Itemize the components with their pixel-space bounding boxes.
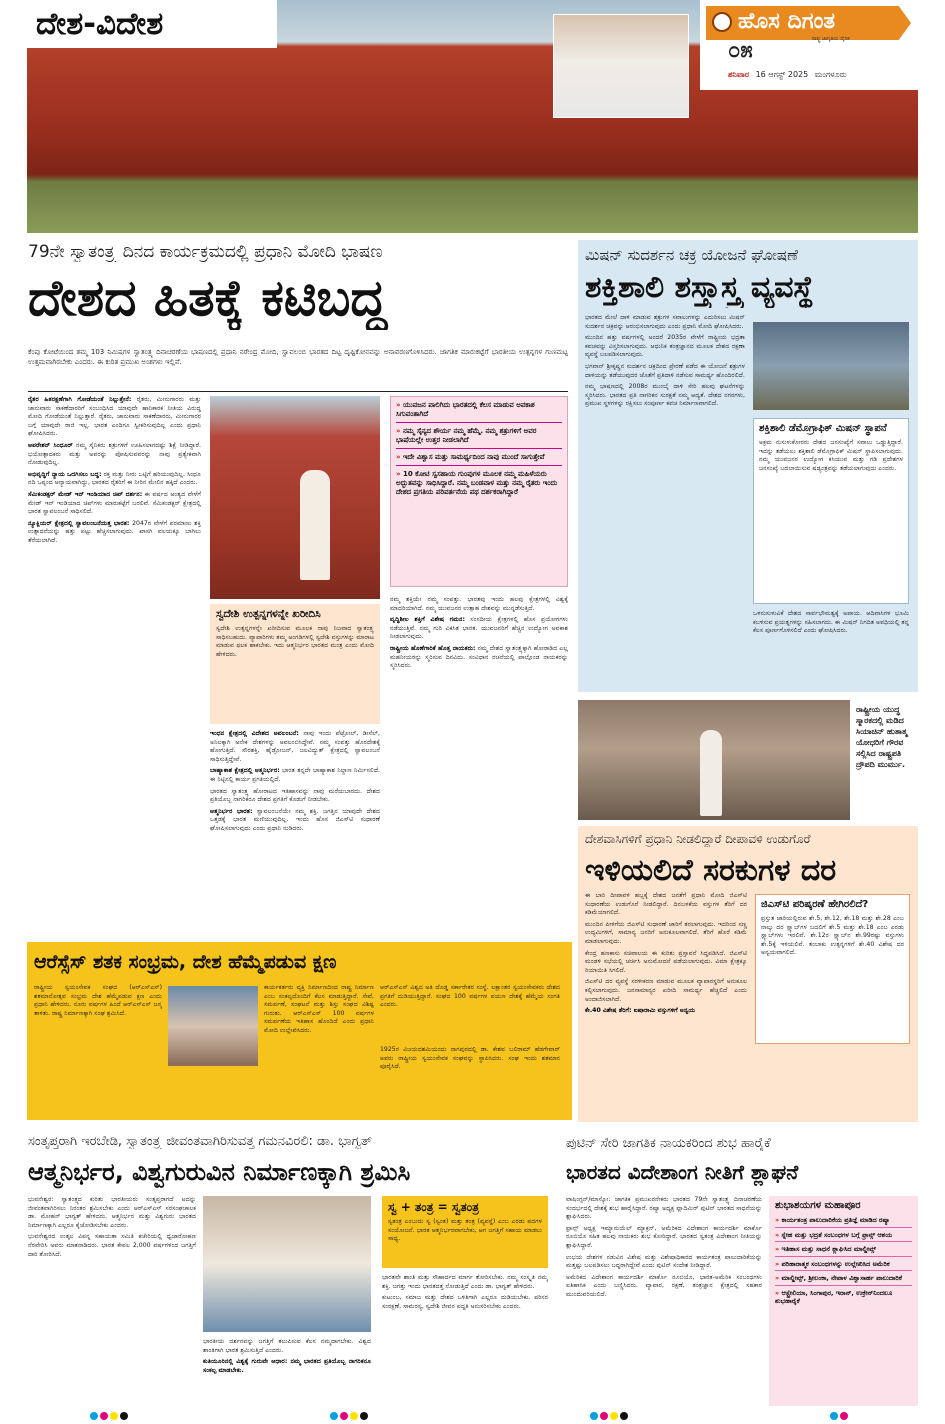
bhagwat-kicker: ಸಂತೃಪ್ತರಾಗಿ ಇರಬೇಡಿ, ಸ್ವಾತಂತ್ರ್ಯ ಜೀವಂತವಾಗಿರಿಸುವತ್ತ ಗಮನವಿರಲಿ: ಡಾ. ಭಾಗ್ವತ್: [28, 1134, 373, 1149]
lead-headline: ದೇಶದ ಹಿತಕ್ಕೆ ಕಟಿಬದ್ಧ: [28, 269, 387, 327]
bottom-heading-4: ಆತ್ಮನಿರ್ಭರ ಭಾರತ:: [210, 807, 253, 815]
swadeshi-box: [210, 604, 380, 724]
mission-text-col1: [585, 314, 745, 686]
rss-headline: ಆರೆಸ್ಸೆಸ್ ಶತಕ ಸಂಭ್ರಮ, ದೇಶ ಹೆಮ್ಮೆಪಡುವ ಕ್ಷಣ: [34, 951, 337, 973]
lead-col1-text-4: ಈ ವರ್ಷದ ಅಂತ್ಯದ ವೇಳೆಗೆ ಮೇಡ್ ಇನ್ ಇಂಡಿಯಾದ ಚಿಪ್‌ಗಳು ಮಾರುಕಟ್ಟೆಗೆ ಬರಲಿವೆ. ಸೆಮಿಕಂಡಕ್ಟರ್ ಕ್ಷೇತ್ರದಲ್ಲಿ ಭಾರತ ಸ್ವಾವಲಂಬನೆ ಸಾಧಿಸಲಿದೆ.: [28, 490, 201, 516]
wishes-item-5: » ಮಾಲ್ಡೀವ್ಸ್, ಶ್ರೀಲಂಕಾ, ನೇಪಾಳ ವಿಶ್ವಾಸಾರ್ಹ ಪಾಲುದಾರಿಕೆ: [775, 1274, 912, 1286]
rss-col-4: 1925ರ ವಿಜಯದಶಮಿಯಂದು ನಾಗಪುರದಲ್ಲಿ ಡಾ. ಕೇಶವ ಬಲಿರಾಮ್ ಹೆಡಗೇವಾರ್ ಅವರು ರಾಷ್ಟ್ರೀಯ ಸ್ವಯಂಸೇವಕ ಸಂಘವನ್ನು ಸ್ಥಾಪಿಸಿದರು. ಸಂಘ ಇಂದು ಶತಮಾನ ಪೂರೈಸಿದೆ.: [380, 1046, 560, 1071]
bhagwat-text-5: ಕುಟುಂಬ, ಸಮಾಜ ಮತ್ತು ದೇಶದ ಒಳಿತಿಗಾಗಿ ಎಲ್ಲರೂ ದುಡಿಯಬೇಕು. ಪರಿಸರ ಸಂರಕ್ಷಣೆ, ಸಾಮರಸ್ಯ, ಸ್ವದೇಶಿ ಜೀವನ ಪದ್ಧತಿ ಅನುಸರಿಸಬೇಕು ಎಂದರು.: [382, 1294, 548, 1310]
lead-column-1: [28, 396, 201, 936]
lead-col3-heading-3: ರಾಷ್ಟ್ರೀಯ ಹೊಣೆಗಾರಿಕೆ ಹೊತ್ತ ನಾಯಕರು:: [390, 644, 476, 652]
missile-photo: [753, 322, 909, 410]
gst-text-4: ಜಿಎಸ್‌ಟಿ ದರ ವ್ಯವಸ್ಥೆ ಸರಳೀಕರಣ ಮಾಡುವ ಮೂಲಕ ವ್ಯಾಪಾರಸ್ಥರಿಗೆ ಅನುಕೂಲ ಕಲ್ಪಿಸಲಾಗುವುದು. ಜನಸಾಮಾನ್ಯರ ಖರೀದಿ ಸಾಮರ್ಥ್ಯ ಹೆಚ್ಚಲಿದೆ ಎಂದು ಅಂದಾಜಿಸಲಾಗಿದೆ.: [585, 978, 747, 1003]
lead-intro: ಕೆಂಪು ಕೋಟೆಯಿಂದ ತಮ್ಮ 103 ನಿಮಿಷಗಳ ಸ್ವಾತಂತ್ರ್ಯ ದಿನಾಚರಣೆಯ ಭಾಷಣದಲ್ಲಿ ಪ್ರಧಾನಿ ನರೇಂದ್ರ ಮೋದಿ, ಸ್ವಾವಲಂಬಿ ಭಾರತದ ದಿಟ್ಟ ದೃಷ್ಟಿಕೋನವನ್ನು ಅನಾವರಣಗೊಳಿಸಿದರು. ಜಾಗತಿಕ ಮಾರುಕಟ್ಟೆಗೆ ಭಾರತೀಯ ಉತ್ಪನ್ನಗಳ ಗುಣಮಟ್ಟ ಉತ್ತಮವಾಗಿರಬೇಕು ಎಂದರು. ಈ ಕುರಿತ ಪ್ರಮುಖ ಅಂಶಗಳು ಇಲ್ಲಿವೆ.: [28, 348, 568, 366]
gst-kicker: ದೇಶವಾಸಿಗಳಿಗೆ ಪ್ರಧಾನಿ ನೀಡಲಿದ್ದಾರೆ ದೀಪಾವಳಿ ಉಡುಗೊರೆ: [585, 832, 811, 846]
mission-kicker: ಮಿಷನ್ ಸುದರ್ಶನ ಚಕ್ರ ಯೋಜನೆ ಘೋಷಣೆ: [585, 246, 799, 264]
modi-photo: [210, 396, 380, 599]
wishes-item-4: » ಪರಿಹಾರಾತ್ಮಕ ಸಂಬಂಧಗಳನ್ನು ಉಲ್ಲೇಖಿಸಿದ ಅಮೆರಿಕ: [775, 1260, 912, 1272]
bottom-heading-2: ಬಾಹ್ಯಾಕಾಶ ಕ್ಷೇತ್ರದಲ್ಲಿ ಆತ್ಮನಿರ್ಭರ:: [210, 767, 280, 775]
page-number: ೦೫: [728, 38, 753, 63]
callout-1: » ಯುವಜನ ಪಾಲಿಗಿದು ಭಾರತದಲ್ಲಿ ಕೆಲಸ ಮಾಡುವ ಅವಕಾಶ ಸಿಗುವಂತಾಗಿದೆ: [396, 401, 562, 423]
demographic-body: ಅಕ್ರಮ ನುಸುಳುಕೋರರು ದೇಶದ ಜನಸಂಖ್ಯೆಗೆ ಸವಾಲು ಒಡ್ಡುತ್ತಿದ್ದಾರೆ. ಇದನ್ನು ತಡೆಯಲು ಶಕ್ತಿಶಾಲಿ ಡೆಮೊಗ್ರಾಫಿಕ್ ಮಿಷನ್ ಸ್ಥಾಪಿಸಲಾಗುವುದು. ನಮ್ಮ ಯುವಜನರ ಉದ್ಯೋಗ ಕಸಿಯುವ ಮತ್ತು ಗಡಿ ಪ್ರದೇಶಗಳ ಜನಸಂಖ್ಯೆ ಬದಲಾಯಿಸುವ ಷಡ್ಯಂತ್ರವನ್ನು ತಡೆಯಲಾಗುವುದು ಎಂದರು.: [759, 439, 903, 472]
putin-text-3: ಉಭಯ ದೇಶಗಳ ನಡುವಿನ ವಿಶೇಷ ಮತ್ತು ವಿಶೇಷಾಧಿಕಾರದ ಕಾರ್ಯತಂತ್ರ ಪಾಲುದಾರಿಕೆಯನ್ನು ಮತ್ತಷ್ಟು ಬಲಪಡಿಸಲು ಬದ್ಧರಾಗಿದ್ದೇವೆ ಎಂದು ಪುಟಿನ್ ಸಂದೇಶ ನೀಡಿದ್ದಾರೆ.: [566, 1253, 762, 1270]
bhagwat-text-3: ಭಾರತೀಯ ದರ್ಶನವನ್ನು ಜಗತ್ತಿಗೆ ತಲುಪಿಸುವ ಕೆಲಸ ನಮ್ಮದಾಗಬೇಕು. ವಿಶ್ವದ ಶಾಂತಿಗಾಗಿ ಭಾರತ ಶ್ರಮಿಸುತ್ತಿದೆ ಎಂದರು.: [203, 1338, 371, 1354]
gst-text-col: [585, 892, 747, 1117]
lead-col1-heading-2: ಆಪರೇಶನ್ ಸಿಂಧೂರ್: [28, 441, 73, 449]
bottom-text-3: ಭಾರತದ ಸ್ವಾತಂತ್ರ್ಯ ಹೋರಾಟದ ಇತಿಹಾಸವನ್ನು ನಾವು ಮರೆಯಬಾರದು. ದೇಶದ ಪ್ರತಿಯೊಬ್ಬ ನಾಗರಿಕರೂ ದೇಶದ ಪ್ರಗತಿಗೆ ಕೊಡುಗೆ ನೀಡಬೇಕು.: [210, 787, 380, 804]
lead-col1-heading-1: ರೈತರ ಹಿತರಕ್ಷಣೆಗಾಗಿ ಗೋಡೆಯಂತೆ ನಿಲ್ಲುತ್ತೇನೆ:: [28, 396, 132, 403]
issue-day: ಶನಿವಾರ: [728, 70, 750, 79]
mission-text-2: ಮುಂದಿನ ಹತ್ತು ವರ್ಷಗಳಲ್ಲಿ ಅಂದರೆ 2035ರ ವೇಳೆಗೆ ರಾಷ್ಟ್ರೀಯ ಭದ್ರತಾ ಕವಚವನ್ನು ವಿಸ್ತರಿಸಲಾಗುವುದು. ಆಧುನಿಕ ತಂತ್ರಜ್ಞಾನದ ಮೂಲಕ ದೇಶದ ರಕ್ಷಣಾ ವ್ಯವಸ್ಥೆ ಬಲಪಡಿಸಲಾಗುವುದು.: [585, 334, 745, 359]
callout-2: » ನಮ್ಮ ಸೈನ್ಯದ ಶೌರ್ಯ ನಮ್ಮ ಹೆಮ್ಮೆ. ನಮ್ಮ ಶತ್ರುಗಳಿಗೆ ಅವರ ಭಾಷೆಯಲ್ಲೇ ಉತ್ತರ ನೀಡಲಾಗಿದೆ: [396, 427, 562, 449]
mission-text-4: ನಮ್ಮ ಭಾಷಣದಲ್ಲಿ 2008ರ ಮುಂಬೈ ದಾಳಿ ಸೇರಿ ಹಲವು ಘಟನೆಗಳನ್ನು ಸ್ಮರಿಸಿದರು. ಭಾರತದ ಪ್ರತಿ ನಾಗರಿಕನ ಸುರಕ್ಷತೆ ನಮ್ಮ ಆದ್ಯತೆ. ದೇಶದ ನಗರಗಳು, ಪ್ರಮುಖ ಸ್ಥಳಗಳನ್ನು ರಕ್ಷಿಸಲು ಸಂಪೂರ್ಣ ಕವಚ ನಿರ್ಮಾಣವಾಗಲಿದೆ.: [585, 383, 745, 408]
callout-3: » ಇದೇ ವಿಶ್ವಾಸ ಮತ್ತು ಸಾಮರ್ಥ್ಯದಿಂದ ನಾವು ಮುಂದೆ ಸಾಗುತ್ತೇವೆ: [396, 453, 562, 466]
bhagwat-col-2: [203, 1338, 371, 1406]
wishes-title: ಶುಭಾಶಯಗಳ ಮಹಾಪೂರ: [775, 1200, 861, 1211]
bhagwat-headline: ಆತ್ಮನಿರ್ಭರ, ವಿಶ್ವಗುರುವಿನ ನಿರ್ಮಾಣಕ್ಕಾಗಿ ಶ್ರಮಿಸಿ: [28, 1158, 411, 1186]
putin-text-1: ವಾಷಿಂಗ್ಟನ್/ಮಾಸ್ಕೋ: ಜಾಗತಿಕ ಪ್ರಮುಖರನೇಕರು ಭಾರತದ 79ನೇ ಸ್ವಾತಂತ್ರ್ಯ ದಿನಾಚರಣೆಯ ಸಂದರ್ಭದಲ್ಲಿ ದೇಶಕ್ಕೆ ಶುಭ ಹಾರೈಸಿದ್ದಾರೆ. ರಷ್ಯಾ ಅಧ್ಯಕ್ಷ ವ್ಲಾದಿಮಿರ್ ಪುಟಿನ್ ಭಾರತದ ಸಾಧನೆಯನ್ನು ಶ್ಲಾಘಿಸಿದರು.: [566, 1196, 762, 1221]
president-figure: [700, 730, 722, 816]
rss-col-1: ರಾಷ್ಟ್ರೀಯ ಸ್ವಯಂಸೇವಕ ಸಂಘದ (ಆರ್‌ಎಸ್‌ಎಸ್) ಶತಮಾನೋತ್ಸವ ಸಂಭ್ರಮ ದೇಶ ಹೆಮ್ಮೆಪಡುವ ಕ್ಷಣ ಎಂದು ಪ್ರಧಾನಿ ಹೇಳಿದರು. ನೂರು ವರ್ಷಗಳ ಹಿಂದೆ ಆರ್‌ಎಸ್‌ಎಸ್ ಜನ್ಮ ತಾಳಿತು. ರಾಷ್ಟ್ರ ನಿರ್ಮಾಣಕ್ಕಾಗಿ ಸಂಘ ಶ್ರಮಿಸಿದೆ.: [34, 984, 162, 1017]
putin-headline: ಭಾರತದ ವಿದೇಶಾಂಗ ನೀತಿಗೆ ಶ್ಲಾಘನೆ: [566, 1160, 799, 1184]
mission-text-1: ಭಾರತದ ಮೇಲೆ ದಾಳಿ ಮಾಡುವ ಶತ್ರುಗಳ ಸವಾಲುಗಳನ್ನು ಎದುರಿಸಲು ಮಿಷನ್ ಸುದರ್ಶನ ಚಕ್ರವನ್ನು ಆರಂಭಿಸಲಾಗುವುದು ಎಂದು ಪ್ರಧಾನಿ ಮೋದಿ ಘೋಷಿಸಿದರು.: [585, 314, 745, 330]
gst-info-box: [755, 894, 910, 1044]
bhagwat-text-2: ಭುವನೇಶ್ವರದ ಉತ್ಕಲ ವಿಪನ್ನ ಸಹಾಯತಾ ಸಮಿತಿ ಕಚೇರಿಯಲ್ಲಿ ಧ್ವಜಾರೋಹಣ ನೆರವೇರಿಸಿ ಅವರು ಮಾತನಾಡಿದರು. ಭಾರತ ಕೇವಲ 2,000 ವರ್ಷಗಳಿಂದ ಜಗತ್ತಿಗೆ ದಾರಿ ತೋರಿಸಿದೆ.: [28, 1233, 196, 1258]
mission-text-5: ಒಳನುಸುಳುವಿಕೆ ದೇಶದ ಸಾರ್ವಭೌಮತ್ವಕ್ಕೆ ಅಪಾಯ. ಆದಿವಾಸಿಗಳ ಭೂಮಿ ಕಬಳಿಸುವ ಪ್ರಯತ್ನಗಳನ್ನು ಸಹಿಸಲಾಗದು. ಈ ಮಿಷನ್ ನಿಗದಿತ ಅವಧಿಯಲ್ಲಿ ತನ್ನ ಕೆಲಸ ಪೂರ್ಣಗೊಳಿಸಲಿದೆ ಎಂದು ಘೋಷಿಸಿದರು.: [753, 610, 909, 635]
parade-caption: ರಾಷ್ಟ್ರೀಯ ಯುದ್ಧ ಸ್ಮಾರಕದಲ್ಲಿ ಮಡಿದ ಸಿಯಾಚಿನ್ ಹುತಾತ್ಮ ಯೋಧರಿಗೆ ಗೌರವ ಸಲ್ಲಿಸಿದ ರಾಷ್ಟ್ರಪತಿ ದ್ರೌಪದಿ ಮುರ್ಮು.: [856, 705, 908, 769]
callout-4-text: 10 ಕೋಟಿ ಸ್ವಸಹಾಯ ಗುಂಪುಗಳ ಮೂಲಕ ನಮ್ಮ ಮಹಿಳೆಯರು ಅದ್ಭುತವನ್ನು ಸಾಧಿಸಿದ್ದಾರೆ. ನಮ್ಮ ಬಂಡವಾಳ ಮತ್ತು ನಮ್ಮ ರೈತರು ಇಂದು ದೇಶದ ಪ್ರಗತಿಯ ಪರಿವರ್ತನೆಯ ಪಥ ದರ್ಶಕರಾಗಿದ್ದಾರೆ: [396, 470, 558, 496]
lead-col1-text-5: 2047ರ ವೇಳೆಗೆ ಪರಮಾಣು ಶಕ್ತಿ ಉತ್ಪಾದನೆಯನ್ನು ಹತ್ತು ಪಟ್ಟು ಹೆಚ್ಚಿಸಲಾಗುವುದು. ಖಾಸಗಿ ವಲಯಕ್ಕೂ ಬಾಗಿಲು ತೆರೆಯಲಾಗಿದೆ.: [28, 519, 201, 544]
wishes-item-4-text: ಪರಿಹಾರಾತ್ಮಕ ಸಂಬಂಧಗಳನ್ನು ಉಲ್ಲೇಖಿಸಿದ ಅಮೆರಿಕ: [781, 1259, 890, 1268]
gst-headline: ಇಳಿಯಲಿದೆ ಸರಕುಗಳ ದರ: [585, 853, 837, 888]
lead-col3-text-1: ನಮ್ಮ ಶಕ್ತಿಯೇ ನಮ್ಮ ಸಂಪತ್ತು. ಭಾರತವು ಇಂದು ಹಲವು ಕ್ಷೇತ್ರಗಳಲ್ಲಿ ವಿಶ್ವಕ್ಕೆ ಮಾದರಿಯಾಗಿದೆ. ನಮ್ಮ ಯುವಜನರ ಉತ್ಸಾಹ ದೇಶವನ್ನು ಮುನ್ನಡೆಸುತ್ತಿದೆ.: [390, 596, 568, 612]
wishes-item-5-text: ಮಾಲ್ಡೀವ್ಸ್, ಶ್ರೀಲಂಕಾ, ನೇಪಾಳ ವಿಶ್ವಾಸಾರ್ಹ ಪಾಲುದಾರಿಕೆ: [781, 1274, 903, 1282]
masthead-date-row: [728, 70, 847, 80]
callout-2-text: ನಮ್ಮ ಸೈನ್ಯದ ಶೌರ್ಯ ನಮ್ಮ ಹೆಮ್ಮೆ. ನಮ್ಮ ಶತ್ರುಗಳಿಗೆ ಅವರ ಭಾಷೆಯಲ್ಲೇ ಉತ್ತರ ನೀಡಲಾಗಿದೆ: [396, 427, 537, 444]
lead-col3-heading-2: ವೃದ್ಧಿಶೀಲ ಶಕ್ತಿಗೆ ವಿಶೇಷ ಗಮನ:: [390, 616, 465, 624]
putin-text-2: ಫ್ರಾನ್ಸ್ ಅಧ್ಯಕ್ಷ ಇಮ್ಯಾನುಯೆಲ್ ಮ್ಯಾಕ್ರನ್, ಅಮೆರಿಕದ ವಿದೇಶಾಂಗ ಕಾರ್ಯದರ್ಶಿ ಮಾರ್ಕೊ ರೂಬಿಯೊ ಸಹಿತ ಹಲವು ನಾಯಕರು ಶುಭ ಕೋರಿದ್ದಾರೆ. ಭಾರತದ ಸ್ವತಂತ್ರ ವಿದೇಶಾಂಗ ನೀತಿಯನ್ನು ಶ್ಲಾಘಿಸಿದ್ದಾರೆ.: [566, 1224, 762, 1249]
lead-col1-text-3: ರಕ್ತ ಮತ್ತು ನೀರು ಒಟ್ಟಿಗೆ ಹರಿಯುವುದಿಲ್ಲ. ಸಿಂಧೂ ನದಿ ಒಪ್ಪಂದ ಅನ್ಯಾಯವಾಗಿದ್ದು, ಭಾರತದ ರೈತರಿಗೆ ಈ ನೀರಿನ ಮೇಲಿನ ಹಕ್ಕಿದೆ ಎಂದರು.: [28, 470, 201, 487]
putin-text-4: ಅಮೆರಿಕದ ವಿದೇಶಾಂಗ ಕಾರ್ಯದರ್ಶಿ ಮಾರ್ಕೊ ರೂಬಿಯೊ, ಭಾರತ-ಅಮೆರಿಕ ಸಂಬಂಧಗಳು ಐತಿಹಾಸಿಕ ಎಂದು ಬಣ್ಣಿಸಿದರು. ವ್ಯಾಪಾರ, ರಕ್ಷಣೆ, ತಂತ್ರಜ್ಞಾನ ಕ್ಷೇತ್ರದಲ್ಲಿ ಸಹಕಾರ ಮುಂದುವರಿಯಲಿದೆ.: [566, 1273, 762, 1298]
wishes-item-3-text: ಇತಿಹಾಸ ಮತ್ತು ಸಾಧನೆ ಶ್ಲಾಘಿಸಿದ ಮಾಲ್ಡೀವ್ಸ್: [781, 1245, 877, 1253]
wishes-item-1-text: ಕಾರ್ಯತಂತ್ರ ಪಾಲುದಾರಿಕೆಯ ಪ್ರತಿಜ್ಞೆ ಮಾಡಿದ ರಷ್ಯಾ: [781, 1216, 890, 1224]
gst-text-3: ಕೇಂದ್ರ ಹಣಕಾಸು ಸಚಿವಾಲಯ ಈ ಕುರಿತು ಪ್ರಸ್ತಾವನೆ ಸಿದ್ಧಪಡಿಸಿದೆ. ಜಿಎಸ್‌ಟಿ ಮಂಡಳಿ ಸಭೆಯಲ್ಲಿ ಚರ್ಚಿಸಿ ಅನುಮೋದನೆ ಪಡೆಯಲಾಗುವುದು. ವಿಮಾ ಕ್ಷೇತ್ರಕ್ಕೂ ರಿಯಾಯಿತಿ ಸಿಗಲಿದೆ.: [585, 949, 747, 974]
lead-col1-heading-5: ನ್ಯೂಕ್ಲಿಯರ್ ಕ್ಷೇತ್ರದಲ್ಲಿ ಸ್ವಾವಲಂಬನೆಯತ್ತ ಭಾರತ:: [28, 519, 130, 527]
masthead-name: ಹೊಸ ದಿಗಂತ: [738, 9, 836, 34]
section-title: ದೇಶ-ವಿದೇಶ: [36, 6, 164, 42]
bhagwat-col-1: [28, 1196, 196, 1406]
wishes-box: [769, 1196, 918, 1406]
wishes-item-2: » ಸ್ನೇಹ ಮತ್ತು ಭದ್ರತೆ ಸಂಬಂಧಗಳ ಬಗ್ಗೆ ಫ್ರಾನ್ಸ್ ಆಶಯ: [775, 1231, 912, 1243]
bottom-text-1: ನಾವು ಇಂದು ಪೆಟ್ರೋಲ್, ಡೀಸೆಲ್, ಅನಿಲಕ್ಕಾಗಿ ಅನೇಕ ದೇಶಗಳನ್ನು ಅವಲಂಬಿಸಿದ್ದೇವೆ. ನಮ್ಮ ಸಂಪತ್ತು ಹೊರದೇಶಕ್ಕೆ ಹೋಗುತ್ತಿದೆ. ಸೌರಶಕ್ತಿ, ಹೈಡ್ರೋಜನ್, ಜಲವಿದ್ಯುತ್ ಕ್ಷೇತ್ರದಲ್ಲಿ ಸ್ವಾವಲಂಬನೆ ಸಾಧಿಸುತ್ತಿದ್ದೇವೆ.: [210, 730, 380, 763]
issue-city: ಮಂಗಳೂರು: [814, 70, 847, 79]
swatantra-title: ಸ್ವ + ತಂತ್ರ = ಸ್ವತಂತ್ರ: [388, 1200, 479, 1214]
wishes-item-2-text: ಸ್ನೇಹ ಮತ್ತು ಭದ್ರತೆ ಸಂಬಂಧಗಳ ಬಗ್ಗೆ ಫ್ರಾನ್ಸ್ ಆಶಯ: [781, 1230, 893, 1239]
registration-marks: [90, 1412, 850, 1422]
lead-column-2-lower: [210, 730, 380, 936]
lead-kicker: 79ನೇ ಸ್ವಾತಂತ್ರ್ಯ ದಿನದ ಕಾರ್ಯಕ್ರಮದಲ್ಲಿ ಪ್ರಧಾನಿ ಮೋದಿ ಭಾಷಣ: [28, 242, 383, 262]
gst-text-2: ಮುಂದಿನ ಪೀಳಿಗೆಯ ಜಿಎಸ್‌ಟಿ ಸುಧಾರಣೆ ಜಾರಿಗೆ ತರಲಾಗುವುದು. ಇದರಿಂದ ಸಣ್ಣ ಉದ್ಯಮಿಗಳಿಗೆ, ಸಾಮಾನ್ಯ ಜನರಿಗೆ ಅನುಕೂಲವಾಗಲಿದೆ. ತೆರಿಗೆ ಹೊರೆ ಕಡಿಮೆ ಮಾಡಲಾಗುವುದು.: [585, 920, 747, 945]
bhagwat-text-4: ಭಾರತವೇ ಶಾಂತಿ ಮತ್ತು ಸೌಹಾರ್ದದ ಮಾರ್ಗ ತೋರಿಸಬೇಕು. ನಮ್ಮ ಸಂಸ್ಕೃತಿ ನಮ್ಮ ಶಕ್ತಿ. ಜಗತ್ತು ಇಂದು ಭಾರತದತ್ತ ನೋಡುತ್ತಿದೆ ಎಂದು ಡಾ. ಭಾಗ್ವತ್ ಹೇಳಿದರು.: [382, 1274, 548, 1290]
lead-col3-text-3: ನಮ್ಮ ದೇಶದ ಸ್ವಾತಂತ್ರ್ಯಕ್ಕಾಗಿ ಹೋರಾಡಿದ ಎಲ್ಲ ಮಹನೀಯರನ್ನು ಸ್ಮರಿಸುವ ದಿನವಿದು. ಸಂವಿಧಾನ ರಚನೆಯಲ್ಲಿ ಪಾಲ್ಗೊಂಡ ನಾಯಕರನ್ನು ಸ್ಮರಿಸಿದರು.: [390, 644, 568, 670]
bhagwat-col-3: [382, 1274, 548, 1406]
lead-col1-text-1: ರೈತರು, ಮೀನುಗಾರರು ಮತ್ತು ಜಾನುವಾರು ಸಾಕಣೆದಾರರಿಗೆ ಸಂಬಂಧಿಸಿದ ಯಾವುದೇ ಹಾನಿಕಾರಕ ನೀತಿಯ ವಿರುದ್ಧ ಮೋದಿ ಗೋಡೆಯಂತೆ ನಿಲ್ಲುತ್ತಾರೆ. ರೈತರು, ಜಾನುವಾರು ಸಾಕಣೆದಾರರು, ಮೀನುಗಾರರ ಬಗ್ಗೆ ಯಾವುದೇ ರಾಜಿ ಇಲ್ಲ. ಭಾರತ ಎಂದಿಗೂ ಸ್ವೀಕರಿಸುವುದಿಲ್ಲ ಎಂದು ಪ್ರಧಾನಿ ಘೋಷಿಸಿದರು.: [28, 396, 201, 438]
lead-col1-heading-4: ಸೆಮಿಕಂಡಕ್ಟರ್ ಮೇಡ್ ಇನ್ ಇಂಡಿಯಾದ ಚಿಪ್ ದರ್ಶನ:: [28, 490, 143, 498]
lead-col3-text-2: ಸಂಸದೀಯ ಕ್ಷೇತ್ರಗಳಲ್ಲಿ ಹೊಸ ಪ್ರಯೋಗಗಳು ನಡೆಯುತ್ತಿವೆ. ನಮ್ಮ ಗುರಿ ವಿಕಸಿತ ಭಾರತ. ಯುವಜನರಿಗೆ ಹೆಚ್ಚಿನ ಉದ್ಯೋಗ ಅವಕಾಶ ನೀಡಲಾಗುವುದು.: [390, 616, 568, 641]
parade-inset-photo: [553, 14, 689, 118]
gst-box-title: ಜಿಎಸ್‌ಟಿ ಪರಿಷ್ಕರಣೆ ಹೇಗಿರಲಿದೆ?: [761, 899, 869, 910]
callouts-box: [390, 396, 568, 587]
swadeshi-body: ಸ್ವದೇಶಿ ಉತ್ಪನ್ನಗಳನ್ನೇ ಖರೀದಿಸುವ ಮೂಲಕ ನಾವು ನಿಜವಾದ ಸ್ವಾತಂತ್ರ್ಯ ಸಾಧಿಸಬಹುದು. ವ್ಯಾಪಾರಿಗಳು ತಮ್ಮ ಅಂಗಡಿಗಳಲ್ಲಿ ಸ್ವದೇಶಿ ವಸ್ತುಗಳನ್ನು ಮಾರಾಟ ಮಾಡುವ ಫಲಕ ಹಾಕಬೇಕು. ಇದು ಆತ್ಮನಿರ್ಭರ ಭಾರತದ ಮಂತ್ರ ಎಂದು ಮೋದಿ ಹೇಳಿದರು.: [216, 625, 374, 658]
rss-photo: [168, 986, 258, 1066]
putin-text-col: [566, 1196, 762, 1406]
wishes-item-1: » ಕಾರ್ಯತಂತ್ರ ಪಾಲುದಾರಿಕೆಯ ಪ್ರತಿಜ್ಞೆ ಮಾಡಿದ ರಷ್ಯಾ: [775, 1216, 912, 1228]
mission-text-3: ಭಗವಾನ್ ಶ್ರೀಕೃಷ್ಣನ ಸುದರ್ಶನ ಚಕ್ರದಿಂದ ಪ್ರೇರಣೆ ಪಡೆದ ಈ ಯೋಜನೆ ಶತ್ರುಗಳ ದಾಳಿಯನ್ನು ತಡೆಯುವುದರ ಜೊತೆಗೆ ಪ್ರತಿದಾಳಿ ನಡೆಸುವ ಸಾಮರ್ಥ್ಯ ಹೊಂದಿರಲಿದೆ.: [585, 362, 745, 379]
demographic-box: [753, 418, 909, 604]
lead-column-3: [390, 596, 568, 936]
swatantra-body: ಸ್ವತಂತ್ರ ಎಂಬುದು ಸ್ವ (ಸ್ವಂತ) ಮತ್ತು ತಂತ್ರ (ವ್ಯವಸ್ಥೆ) ಎಂಬ ಎರಡು ಪದಗಳ ಸಂಯೋಜನೆ. ಭಾರತ ಆತ್ಮನಿರ್ಭರವಾಗಬೇಕು, ಆಗ ಜಗತ್ತಿಗೆ ಸಹಾಯ ಮಾಡಲು ಸಾಧ್ಯ.: [388, 1218, 542, 1243]
rss-col-3: ಆರ್‌ಎಸ್‌ಎಸ್ ವಿಶ್ವದ ಅತಿ ದೊಡ್ಡ ಸರ್ಕಾರೇತರ ಸಂಸ್ಥೆ. ಲಕ್ಷಾಂತರ ಸ್ವಯಂಸೇವಕರು ದೇಶದ ಪ್ರಗತಿಗೆ ದುಡಿಯುತ್ತಿದ್ದಾರೆ. ಸಂಘದ 100 ವರ್ಷಗಳ ಪಯಣ ದೇಶಕ್ಕೆ ಹೆಮ್ಮೆಯ ಸಂಗತಿ ಎಂದರು.: [380, 984, 560, 1009]
gst-text-5: ಕೇ.40 ವಿಶೇಷ ತೆರಿಗೆ: ಐಷಾರಾಮಿ ವಸ್ತುಗಳಿಗೆ ಅನ್ವಯ: [585, 1007, 696, 1015]
mission-headline: ಶಕ್ತಿಶಾಲಿ ಶಸ್ತ್ರಾಸ್ತ್ರ ವ್ಯವಸ್ಥೆ: [585, 270, 814, 305]
bottom-text-2: ಭಾರತ ತನ್ನದೇ ಬಾಹ್ಯಾಕಾಶ ನಿಲ್ದಾಣ ನಿರ್ಮಿಸಲಿದೆ. ಈ ನಿಟ್ಟಿನಲ್ಲಿ ಕಾರ್ಯ ಪ್ರಗತಿಯಲ್ಲಿದೆ.: [210, 767, 380, 783]
swatantra-box: [382, 1196, 548, 1268]
bhagwat-photo: [203, 1196, 371, 1332]
gst-text-1: ಈ ಬಾರಿ ದೀಪಾವಳಿ ಹಬ್ಬಕ್ಕೆ ದೇಶದ ಜನತೆಗೆ ಪ್ರಧಾನಿ ಮೋದಿ ಜಿಎಸ್‌ಟಿ ಸುಧಾರಣೆಯ ಉಡುಗೊರೆ ನೀಡಲಿದ್ದಾರೆ. ದಿನಬಳಕೆಯ ವಸ್ತುಗಳ ತೆರಿಗೆ ದರ ಕಡಿಮೆಯಾಗಲಿದೆ.: [585, 892, 747, 917]
wishes-item-6-text: ಆಸ್ಟ್ರೇಲಿಯಾ, ಸಿಂಗಾಪುರ, ಇರಾನ್, ಉಕ್ರೇನ್‌ನಿಂದಲೂ ಶುಭಹಾರೈಕೆ: [775, 1288, 893, 1305]
demographic-title: ಶಕ್ತಿಶಾಲಿ ಡೆಮೊಗ್ರಾಫಿಕ್ ಮಿಷನ್ ಸ್ಥಾಪನೆ: [759, 423, 887, 434]
wishes-item-3: » ಇತಿಹಾಸ ಮತ್ತು ಸಾಧನೆ ಶ್ಲಾಘಿಸಿದ ಮಾಲ್ಡೀವ್ಸ್: [775, 1245, 912, 1257]
gst-box-body: ಪ್ರಸ್ತುತ ಜಾರಿಯಲ್ಲಿರುವ ಶೇ.5, ಶೇ.12, ಶೇ.18 ಮತ್ತು ಶೇ.28 ಎಂಬ ನಾಲ್ಕು ದರ ಸ್ಲ್ಯಾಬ್‌ಗಳ ಬದಲಿಗೆ ಶೇ.5 ಮತ್ತು ಶೇ.18 ಎಂಬ ಎರಡು ಸ್ಲ್ಯಾಬ್‌ಗಳು ಇರಲಿವೆ. ಶೇ.12ರ ಸ್ಲ್ಯಾಬ್‌ನ ಶೇ.99ರಷ್ಟು ವಸ್ತುಗಳು ಶೇ.5ಕ್ಕೆ ಇಳಿಯಲಿವೆ. ತಂಬಾಕು ಉತ್ಪನ್ನಗಳಿಗೆ ಶೇ.40 ವಿಶೇಷ ದರ ಅನ್ವಯವಾಗಲಿದೆ.: [761, 915, 904, 957]
masthead-tagline: ರಾಷ್ಟ್ರ ಜಾಗೃತಿಯ ದೈನಿಕ: [812, 36, 850, 42]
callout-1-text: ಯುವಜನ ಪಾಲಿಗಿದು ಭಾರತದಲ್ಲಿ ಕೆಲಸ ಮಾಡುವ ಅವಕಾಶ ಸಿಗುವಂತಾಗಿದೆ: [396, 401, 535, 418]
callout-4: » 10 ಕೋಟಿ ಸ್ವಸಹಾಯ ಗುಂಪುಗಳ ಮೂಲಕ ನಮ್ಮ ಮಹಿಳೆಯರು ಅದ್ಭುತವನ್ನು ಸಾಧಿಸಿದ್ದಾರೆ. ನಮ್ಮ ಬಂಡವಾಳ ಮತ್ತು ನಮ್ಮ ರೈತರು ಇಂದು ದೇಶದ ಪ್ರಗತಿಯ ಪರಿವರ್ತನೆಯ ಪಥ ದರ್ಶಕರಾಗಿದ್ದಾರೆ: [396, 470, 558, 496]
lead-intro-rule: [28, 391, 568, 392]
bhagwat-text-1: ಭುವನೇಶ್ವರ: ಸ್ವಾತಂತ್ರ್ಯದ ಕುರಿತು ಭಾರತೀಯರು ಸಂತೃಪ್ತರಾಗದೆ ಅದನ್ನು ಜೀವಂತವಾಗಿರಿಸಲು ನಿರಂತರ ಶ್ರಮಿಸಬೇಕು ಎಂದು ಆರ್‌ಎಸ್‌ಎಸ್ ಸರಸಂಘಚಾಲಕ ಡಾ. ಮೋಹನ್ ಭಾಗ್ವತ್ ಹೇಳಿದರು. ಆತ್ಮನಿರ್ಭರ ಮತ್ತು ವಿಶ್ವಗುರು ಭಾರತದ ನಿರ್ಮಾಣಕ್ಕಾಗಿ ಎಲ್ಲರೂ ಕೈಜೋಡಿಸಬೇಕು ಎಂದರು.: [28, 1196, 196, 1229]
wishes-item-6: » ಆಸ್ಟ್ರೇಲಿಯಾ, ಸಿಂಗಾಪುರ, ಇರಾನ್, ಉಕ್ರೇನ್‌ನಿಂದಲೂ ಶುಭಹಾರೈಕೆ: [775, 1288, 893, 1305]
bottom-text-4: ಸ್ವಾವಲಂಬನೆಯೇ ನಮ್ಮ ಶಕ್ತಿ. ಜಗತ್ತಿನ ಯಾವುದೇ ದೇಶದ ಒತ್ತಡಕ್ಕೆ ಭಾರತ ಮಣಿಯುವುದಿಲ್ಲ. ಇಂದು ಹೊಸ ಜಿಎಸ್‌ಟಿ ಸುಧಾರಣೆ ಘೋಷಿಸಲಾಗುವುದು ಎಂದು ಪ್ರಧಾನಿ ನುಡಿದರು.: [210, 807, 380, 832]
callout-3-text: ಇದೇ ವಿಶ್ವಾಸ ಮತ್ತು ಸಾಮರ್ಥ್ಯದಿಂದ ನಾವು ಮುಂದೆ ಸಾಗುತ್ತೇವೆ: [402, 453, 545, 461]
bottom-heading-1: ಇಂಧನ ಕ್ಷೇತ್ರದಲ್ಲಿ ವಿದೇಶದ ಅವಲಂಬನೆ:: [210, 730, 299, 737]
lamp-icon: [712, 12, 732, 32]
lead-col1-heading-3: ಅಭಿವೃದ್ಧಿಗೆ ನ್ಯಾಯ ಒದಗಿಸಲು ಬದ್ಧ:: [28, 470, 102, 478]
putin-kicker: ಪುಟಿನ್ ಸೇರಿ ಜಾಗತಿಕ ನಾಯಕರಿಂದ ಶುಭ ಹಾರೈಕೆ: [566, 1136, 771, 1151]
rss-col-2: ಕಾರ್ಯಕರ್ತರು ವ್ಯಕ್ತಿ ನಿರ್ಮಾಣದಿಂದ ರಾಷ್ಟ್ರ ನಿರ್ಮಾಣ ಎಂಬ ಸಂಕಲ್ಪದೊಂದಿಗೆ ಕೆಲಸ ಮಾಡುತ್ತಿದ್ದಾರೆ. ಸೇವೆ, ಸಮರ್ಪಣೆ, ಸಂಘಟನೆ ಮತ್ತು ಶಿಸ್ತು ಸಂಘದ ವಿಶಿಷ್ಟ ಗುರುತು. ಆರ್‌ಎಸ್‌ಎಸ್ 100 ವರ್ಷಗಳ ಸಮರ್ಪಣೆಯ ಇತಿಹಾಸ ಹೊಂದಿದೆ ಎಂದು ಪ್ರಧಾನಿ ಮೋದಿ ಉಲ್ಲೇಖಿಸಿದರು.: [264, 984, 374, 1034]
bhagwat-text-6: ಕುತಿಯೂರಿನಲ್ಲಿ ವಿಶ್ವಕ್ಕೆ ಗುರುವೇ ಆಧಾರ: ನಮ್ಮ ಭಾರತದ ಪ್ರತಿಯೊಬ್ಬ ನಾಗರಿಕನೂ ಸಂಕಲ್ಪ ಮಾಡಬೇಕು.: [203, 1358, 371, 1374]
swadeshi-title: ಸ್ವದೇಶಿ ಉತ್ಪನ್ನಗಳನ್ನೇ ಖರೀದಿಸಿ: [216, 608, 321, 620]
lead-col1-text-2: ನಮ್ಮ ಸೈನಿಕರು ಶತ್ರುಗಳಿಗೆ ಊಹಿಸಲಾಗದಷ್ಟು ಶಿಕ್ಷೆ ನೀಡಿದ್ದಾರೆ. ಭಯೋತ್ಪಾದಕರು ಮತ್ತು ಅವರನ್ನು ಪೋಷಿಸುವವರನ್ನು ನಾವು ಪ್ರತ್ಯೇಕವಾಗಿ ನೋಡುವುದಿಲ್ಲ.: [28, 441, 201, 467]
issue-date: 16 ಆಗಸ್ಟ್ 2025: [755, 70, 809, 79]
modi-figure: [300, 470, 330, 580]
